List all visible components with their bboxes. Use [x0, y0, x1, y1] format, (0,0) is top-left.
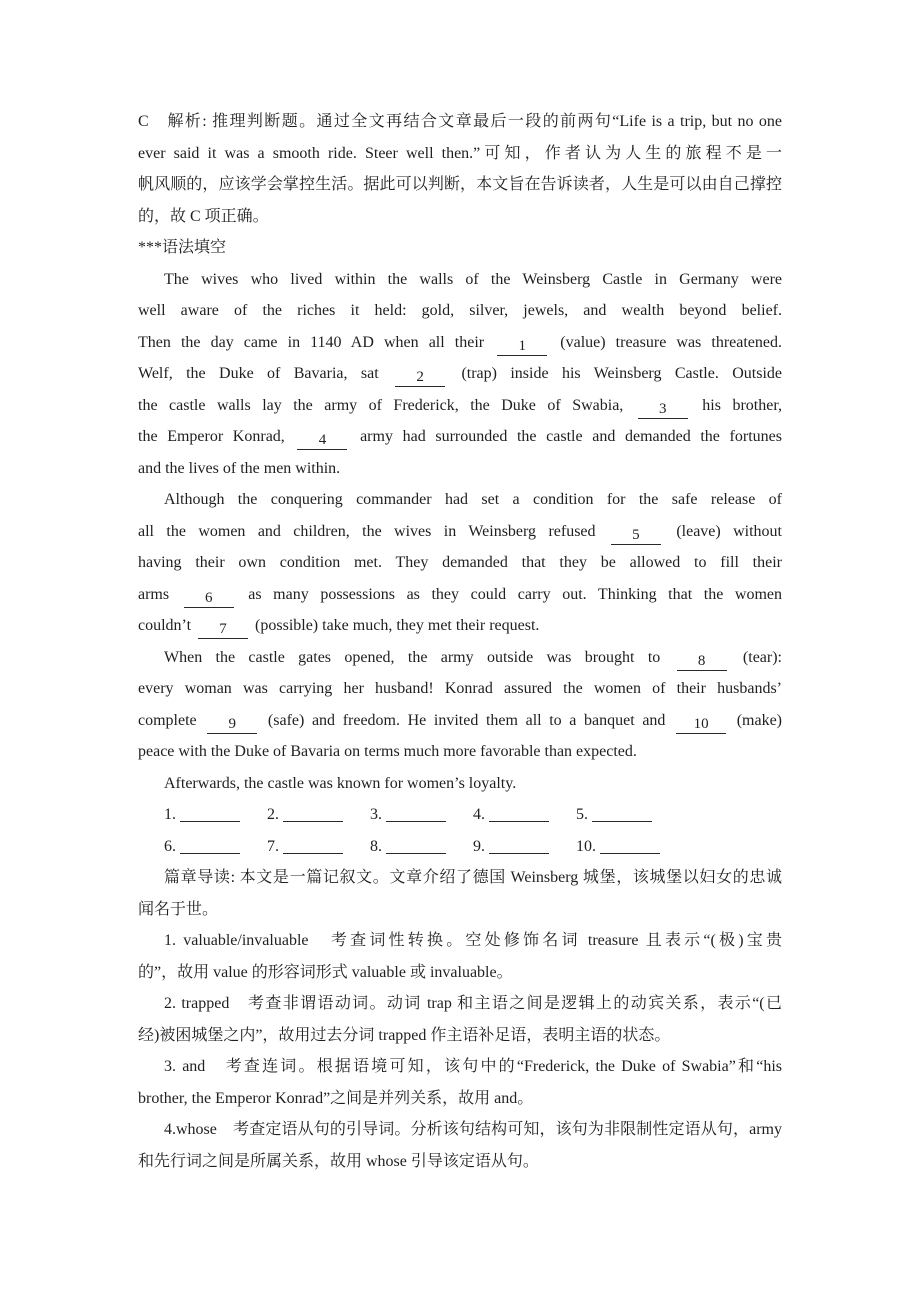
text-line: 和先行词之间是所属关系，故用 whose 引导该定语从句。 — [138, 1152, 539, 1170]
text-line: 闻名于世。 — [138, 900, 219, 918]
answer-blank-item — [473, 799, 576, 831]
answer-blank-item — [267, 799, 370, 831]
answer-blank-item — [164, 831, 267, 863]
text-line: 的”，故用 value 的形容词形式 valuable 或 invaluable。 — [138, 963, 513, 981]
inline-blank: 5 — [611, 525, 661, 545]
text-line: The wives who lived within the walls of the Weinsberg Castle in Germany were — [164, 270, 782, 288]
inline-blank: 3 — [638, 399, 688, 419]
answer-blank-line — [600, 839, 660, 854]
answer-blank-line — [592, 807, 652, 822]
text-line: every woman was carrying her husband! Konrad assured the women of their husbands’ — [138, 680, 782, 697]
answer-blank-label: 6. — [164, 837, 176, 855]
answer-blank-item — [576, 831, 660, 863]
analysis-answer-line: C 解析: 推理判断题。通过全文再结合文章最后一段的前两句“Life is a trip, but no one — [138, 113, 782, 130]
text-line: 的，故 C 项正确。 — [138, 207, 269, 225]
answer-blank-line — [386, 839, 446, 854]
answer-blank-item — [576, 799, 652, 831]
inline-blank: 8 — [677, 651, 727, 671]
answer-blank-line — [180, 807, 240, 822]
answer-blank-label: 4. — [473, 806, 485, 823]
text-line: couldn’t 7 (possible) take much, they met their request. — [138, 617, 540, 637]
answer-blank-label: 3. — [370, 806, 382, 823]
inline-blank: 10 — [676, 714, 726, 734]
text-line: ever said it was a smooth ride. Steer well then.”可知，作者认为人生的旅程不是一 — [138, 144, 782, 162]
inline-blank: 2 — [395, 367, 445, 387]
answer-blank-row — [138, 799, 782, 831]
text-line: arms 6 as many possessions as they could carry out. Thinking that the women — [138, 585, 782, 606]
text-line: 4.whose 考查定语从句的引导词。分析该句结构可知，该句为非限制性定语从句，army — [164, 1121, 782, 1138]
text-line: 帆风顺的，应该学会掌控生活。据此可以判断，本文旨在告诉读者，人生是可以由自己撑控 — [138, 176, 782, 193]
inline-blank: 9 — [207, 714, 257, 734]
answer-blank-label: 8. — [370, 837, 382, 855]
text-line: complete 9 (safe) and freedom. He invited them all to a banquet and 10 (make) — [138, 711, 782, 732]
text-line: 篇章导读: 本文是一篇记叙文。文章介绍了德国 Weinsberg 城堡，该城堡以妇女的忠诚 — [164, 869, 782, 886]
text-line: peace with the Duke of Bavaria on terms much more favorable than expected. — [138, 743, 637, 760]
answer-blank-line — [283, 807, 343, 822]
text-line: having their own condition met. They demanded that they be allowed to fill their — [138, 554, 782, 571]
answer-blank-label: 10. — [576, 837, 596, 855]
answer-blank-row — [138, 831, 782, 863]
text-line: 1. valuable/invaluable 考查词性转换。空处修饰名词 treasure 且表示“(极)宝贵 — [164, 932, 782, 949]
answer-blank-label: 2. — [267, 806, 279, 823]
text-line: When the castle gates opened, the army outside was brought to 8 (tear): — [164, 648, 782, 669]
text-line: and the lives of the men within. — [138, 459, 341, 477]
inline-blank: 4 — [297, 430, 347, 450]
text-line: Although the conquering commander had set a condition for the safe release of — [164, 491, 782, 508]
inline-blank: 1 — [497, 336, 547, 356]
answer-blank-item — [267, 831, 370, 863]
answer-blank-item — [370, 831, 473, 863]
document-content — [138, 106, 782, 1177]
text-line: 3. and 考查连词。根据语境可知，该句中的“Frederick, the Duke of Swabia”和“his — [164, 1058, 782, 1075]
answer-blank-line — [283, 839, 343, 854]
text-line: Then the day came in 1140 AD when all their 1 (value) treasure was threatened. — [138, 333, 782, 354]
text-line: 2. trapped 考查非谓语动词。动词 trap 和主语之间是逻辑上的动宾关系，表示“(已 — [164, 995, 782, 1012]
answer-blank-line — [489, 839, 549, 854]
answer-blank-item — [164, 799, 267, 831]
inline-blank: 7 — [198, 619, 248, 639]
text-line: the Emperor Konrad, 4 army had surrounded the castle and demanded the fortunes — [138, 428, 782, 448]
answer-blank-line — [489, 807, 549, 822]
answer-blank-label: 9. — [473, 837, 485, 855]
text-line: all the women and children, the wives in Weinsberg refused 5 (leave) without — [138, 522, 782, 543]
answer-blank-line — [386, 807, 446, 822]
section-heading: ***语法填空 — [138, 239, 227, 256]
text-line: Afterwards, the castle was known for women’s loyalty. — [164, 774, 517, 792]
answer-blank-item — [473, 831, 576, 863]
text-line: well aware of the riches it held: gold, silver, jewels, and wealth beyond belief. — [138, 302, 782, 319]
text-line: the castle walls lay the army of Frederick, the Duke of Swabia, 3 his brother, — [138, 396, 782, 417]
text-line: brother, the Emperor Konrad”之间是并列关系，故用 and。 — [138, 1089, 534, 1107]
text-line: Welf, the Duke of Bavaria, sat 2 (trap) inside his Weinsberg Castle. Outside — [138, 365, 782, 385]
answer-blank-label: 1. — [164, 806, 176, 823]
inline-blank: 6 — [184, 588, 234, 608]
answer-blank-label: 5. — [576, 806, 588, 823]
text-line: 经)被困城堡之内”，故用过去分词 trapped 作主语补足语，表明主语的状态。 — [138, 1026, 671, 1044]
answer-blank-line — [180, 839, 240, 854]
answer-blank-label: 7. — [267, 837, 279, 855]
answer-blank-item — [370, 799, 473, 831]
